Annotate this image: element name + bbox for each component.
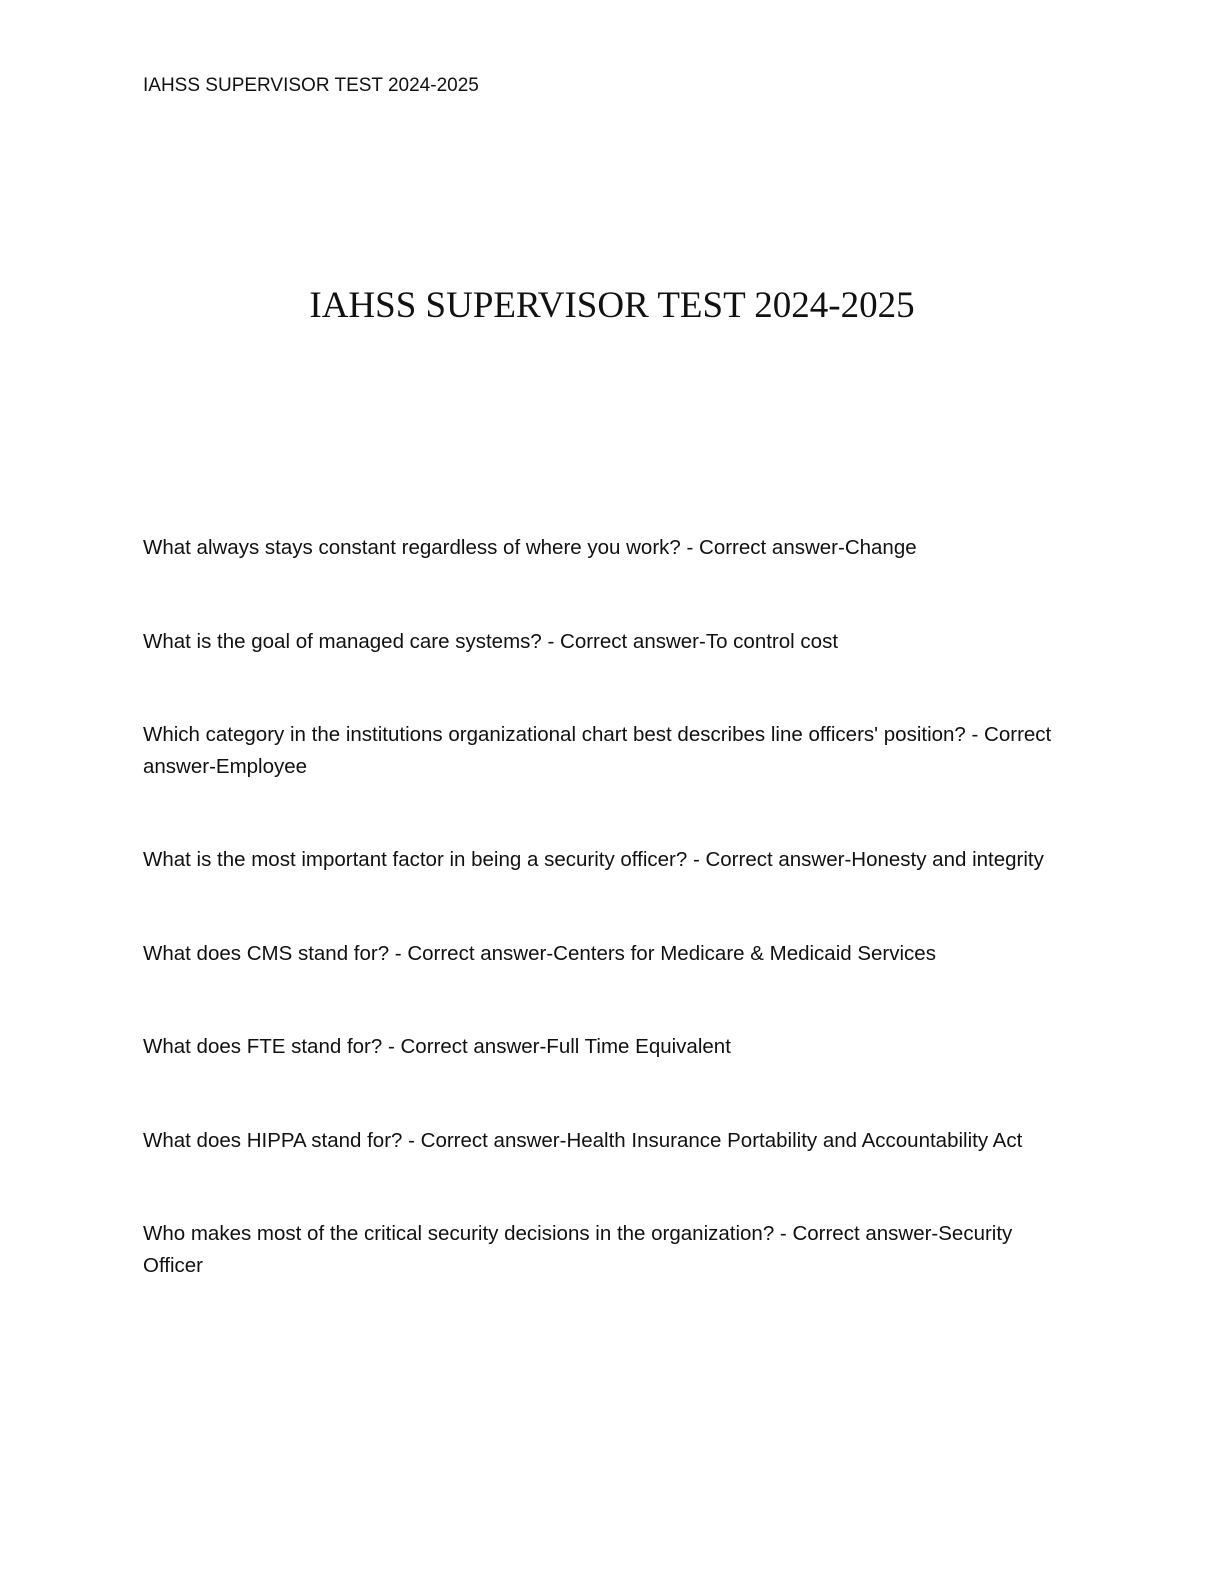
qa-list (143, 532, 1058, 1343)
qa-item: What does FTE stand for? - Correct answer-Full Time Equivalent (143, 1035, 731, 1058)
qa-item: What is the most important factor in being a security officer? - Correct answer-Honesty and integrity (143, 848, 1044, 871)
document-title: IAHSS SUPERVISOR TEST 2024-2025 (309, 285, 915, 326)
qa-item: Who makes most of the critical security decisions in the organization? - Correct answer-Security Officer (143, 1222, 1013, 1277)
qa-item: What is the goal of managed care systems? - Correct answer-To control cost (143, 629, 839, 653)
qa-item: What does HIPPA stand for? - Correct answer-Health Insurance Portability and Accountability Act (143, 1128, 1023, 1152)
qa-item: What always stays constant regardless of where you work? - Correct answer-Change (143, 536, 917, 559)
qa-item: What does CMS stand for? - Correct answer-Centers for Medicare & Medicaid Services (143, 941, 936, 965)
running-header: IAHSS SUPERVISOR TEST 2024-2025 (143, 75, 479, 96)
qa-item: Which category in the institutions organizational chart best describes line officers' position? - Correct answer-Employee (143, 723, 1052, 778)
